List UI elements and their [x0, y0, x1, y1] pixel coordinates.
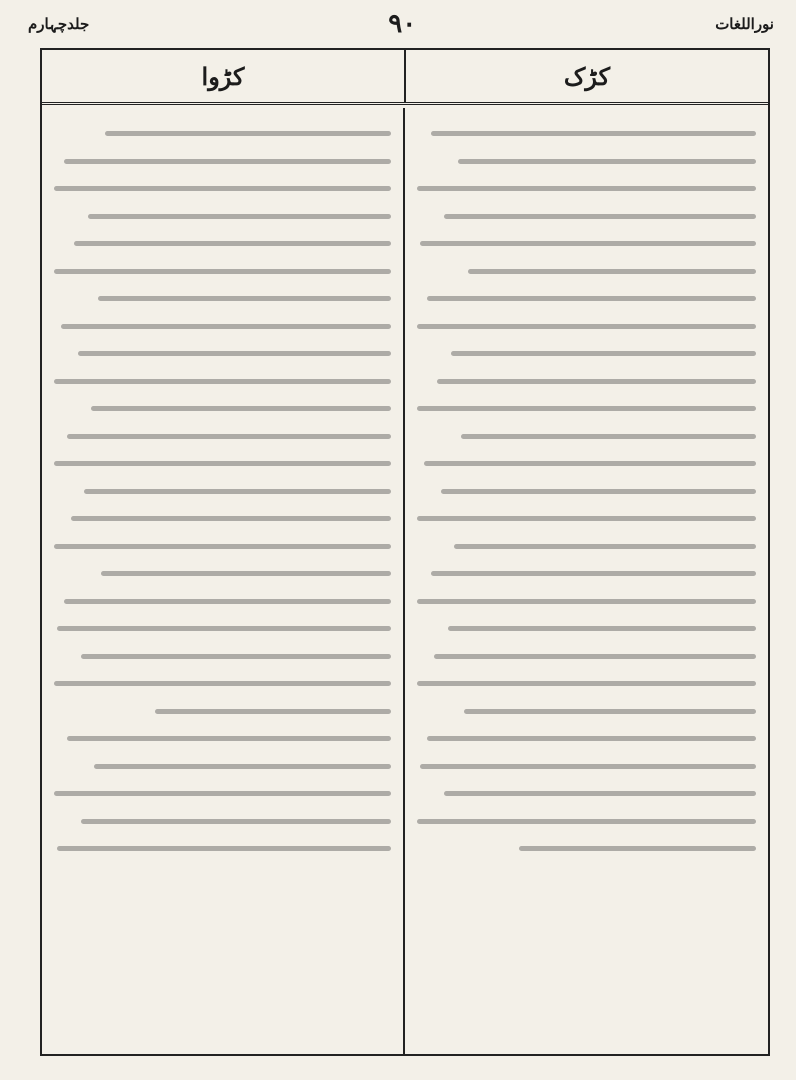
text-line-ink [448, 626, 756, 631]
text-line [417, 423, 756, 451]
text-line-ink [417, 186, 756, 191]
text-line [54, 258, 391, 286]
text-line [417, 698, 756, 726]
text-line-ink [454, 544, 756, 549]
running-header [28, 6, 774, 42]
text-line-ink [155, 709, 391, 714]
text-line-ink [444, 214, 756, 219]
text-line [54, 533, 391, 561]
text-line-ink [431, 131, 756, 136]
text-line [54, 175, 391, 203]
text-line-ink [64, 599, 391, 604]
text-line [417, 670, 756, 698]
text-line [417, 148, 756, 176]
text-line [54, 615, 391, 643]
text-line-ink [444, 791, 756, 796]
text-line [417, 120, 756, 148]
volume-label: جلدچہارم [28, 15, 90, 33]
text-line-ink [74, 241, 391, 246]
text-line [54, 505, 391, 533]
text-line [417, 588, 756, 616]
text-line [417, 340, 756, 368]
text-line [54, 670, 391, 698]
text-line-ink [98, 296, 391, 301]
text-line [54, 120, 391, 148]
text-line [54, 340, 391, 368]
text-line-ink [417, 406, 756, 411]
text-line-ink [67, 434, 391, 439]
text-line [417, 450, 756, 478]
text-line-ink [105, 131, 391, 136]
text-line [417, 258, 756, 286]
text-line-ink [424, 461, 756, 466]
text-line-ink [64, 159, 391, 164]
text-line [54, 478, 391, 506]
body-columns [42, 108, 768, 1054]
book-title: نوراللغات [715, 15, 774, 33]
text-line-ink [461, 434, 756, 439]
text-line [417, 643, 756, 671]
text-line [417, 560, 756, 588]
text-line [417, 175, 756, 203]
text-line-ink [437, 379, 756, 384]
text-line-ink [84, 489, 391, 494]
text-line [417, 230, 756, 258]
text-line-ink [81, 819, 391, 824]
text-line-ink [458, 159, 756, 164]
text-line-ink [61, 324, 391, 329]
text-line [54, 808, 391, 836]
text-line [54, 753, 391, 781]
text-line [417, 285, 756, 313]
text-line [54, 643, 391, 671]
text-line-ink [420, 241, 756, 246]
text-line-ink [54, 791, 391, 796]
text-line-ink [468, 269, 756, 274]
text-line [54, 835, 391, 863]
text-line-ink [451, 351, 756, 356]
text-line-ink [54, 269, 391, 274]
text-line [54, 285, 391, 313]
text-line-ink [519, 846, 756, 851]
text-line [54, 203, 391, 231]
text-line-ink [417, 324, 756, 329]
text-line [54, 725, 391, 753]
text-line [54, 230, 391, 258]
text-line-ink [78, 351, 391, 356]
text-line-ink [427, 296, 756, 301]
text-line [54, 560, 391, 588]
text-line [54, 698, 391, 726]
text-line-ink [54, 544, 391, 549]
text-line-ink [420, 764, 756, 769]
text-line [54, 780, 391, 808]
text-line [54, 450, 391, 478]
right-column [405, 108, 768, 1054]
text-line-ink [434, 654, 756, 659]
text-line [417, 533, 756, 561]
text-line [417, 615, 756, 643]
text-line-ink [57, 626, 391, 631]
page-frame [40, 48, 770, 1056]
text-line [417, 313, 756, 341]
column-title-right: کڑک [563, 61, 611, 91]
text-line-ink [417, 681, 756, 686]
text-line-ink [71, 516, 391, 521]
text-line [417, 835, 756, 863]
text-line-ink [81, 654, 391, 659]
text-line [417, 725, 756, 753]
text-line-ink [57, 846, 391, 851]
page-number: ٩٠ [388, 9, 417, 39]
text-line [54, 368, 391, 396]
text-line-ink [54, 379, 391, 384]
text-line [54, 588, 391, 616]
text-line [417, 203, 756, 231]
text-line [417, 478, 756, 506]
text-line [417, 505, 756, 533]
text-line-ink [54, 461, 391, 466]
text-line-ink [464, 709, 756, 714]
text-line-ink [431, 571, 756, 576]
text-line-ink [91, 406, 391, 411]
text-line-ink [427, 736, 756, 741]
text-line-ink [417, 516, 756, 521]
text-line [54, 395, 391, 423]
text-line [417, 368, 756, 396]
text-line-ink [54, 186, 391, 191]
text-line-ink [417, 819, 756, 824]
text-line [417, 808, 756, 836]
text-line [54, 148, 391, 176]
text-line-ink [417, 599, 756, 604]
column-title-left: کڑوا [42, 50, 406, 102]
column-titles [42, 50, 768, 105]
text-line [54, 423, 391, 451]
text-line [417, 780, 756, 808]
text-line [54, 313, 391, 341]
text-line-ink [54, 681, 391, 686]
text-line-ink [88, 214, 391, 219]
text-line-ink [94, 764, 391, 769]
left-column [42, 108, 405, 1054]
text-line [417, 753, 756, 781]
text-line-ink [441, 489, 756, 494]
text-line-ink [101, 571, 391, 576]
text-line [417, 395, 756, 423]
text-line-ink [67, 736, 391, 741]
